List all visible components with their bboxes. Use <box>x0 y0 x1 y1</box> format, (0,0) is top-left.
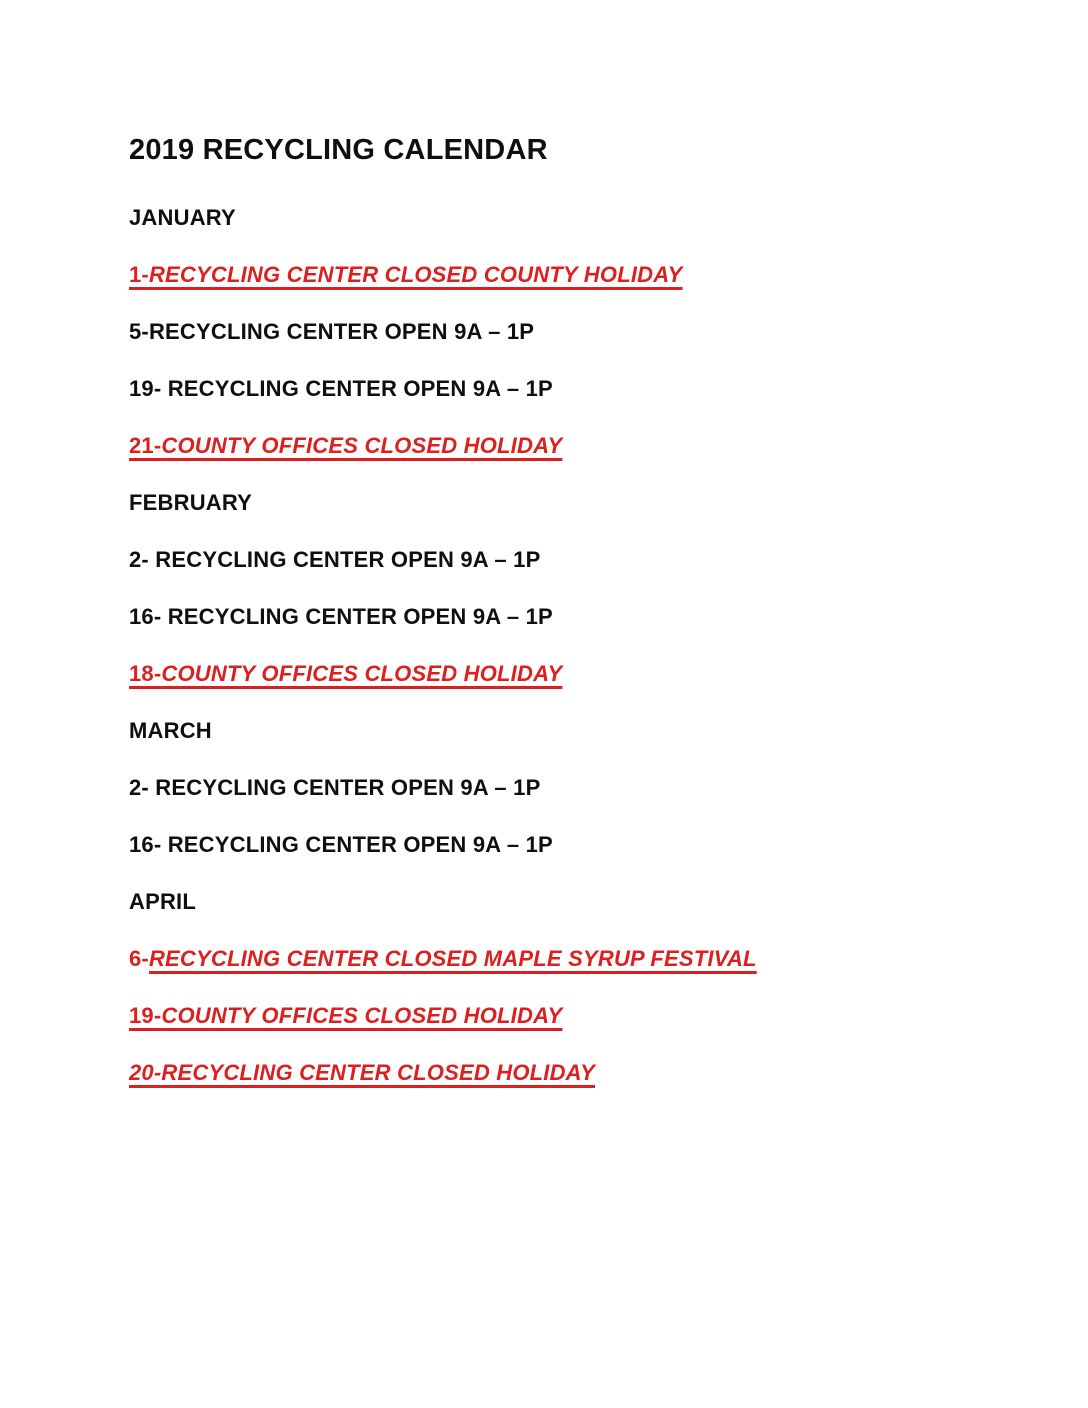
entry-day: 19- <box>129 1003 162 1028</box>
entry-day: 16- <box>129 604 168 629</box>
calendar-entry <box>129 602 1048 632</box>
calendar-entry <box>129 317 1048 347</box>
entry-text: RECYCLING CENTER OPEN 9A – 1P <box>167 376 553 401</box>
entry-day: 16- <box>129 832 168 857</box>
entry-text: RECYCLING CENTER OPEN 9A – 1P <box>167 832 553 857</box>
entry-day: 21- <box>129 433 162 458</box>
entry-day: 5- <box>129 319 149 344</box>
entry-text: RECYCLING CENTER OPEN 9A – 1P <box>167 604 553 629</box>
month-heading-february: FEBRUARY <box>129 490 253 515</box>
calendar-entry <box>129 773 1048 803</box>
entry-text: RECYCLING CENTER OPEN 9A – 1P <box>155 547 541 572</box>
entry-day: 18- <box>129 661 162 686</box>
calendar-entry <box>129 830 1048 860</box>
entry-text: RECYCLING CENTER OPEN 9A – 1P <box>155 775 541 800</box>
calendar-entry <box>129 374 1048 404</box>
entry-day: 1- <box>129 262 149 287</box>
entry-text: COUNTY OFFICES CLOSED HOLIDAY <box>161 1003 563 1028</box>
entry-text: RECYCLING CENTER CLOSED HOLIDAY <box>161 1060 595 1085</box>
entry-text: RECYCLING CENTER OPEN 9A – 1P <box>148 319 535 344</box>
calendar-entry <box>129 260 1048 290</box>
month-heading-april: APRIL <box>129 889 196 914</box>
entry-text: COUNTY OFFICES CLOSED HOLIDAY <box>161 661 563 686</box>
month-heading-march: MARCH <box>129 718 212 743</box>
entry-day: 20- <box>129 1060 162 1085</box>
month-heading-january: JANUARY <box>129 205 236 230</box>
calendar-entry <box>129 659 1048 689</box>
calendar-entry <box>129 545 1048 575</box>
entry-day: 19- <box>129 376 168 401</box>
document-title: 2019 RECYCLING CALENDAR <box>129 134 548 166</box>
entry-day: 2- <box>129 775 156 800</box>
entry-text: RECYCLING CENTER CLOSED MAPLE SYRUP FESTIVAL <box>148 946 757 971</box>
calendar-entry <box>129 944 1048 974</box>
entry-text: COUNTY OFFICES CLOSED HOLIDAY <box>161 433 563 458</box>
calendar-entry <box>129 1058 1048 1088</box>
entry-day: 6- <box>129 946 149 971</box>
entry-day: 2- <box>129 547 156 572</box>
calendar-entry <box>129 1001 1048 1031</box>
entry-text: RECYCLING CENTER CLOSED COUNTY HOLIDAY <box>148 262 683 287</box>
calendar-entry <box>129 431 1048 461</box>
